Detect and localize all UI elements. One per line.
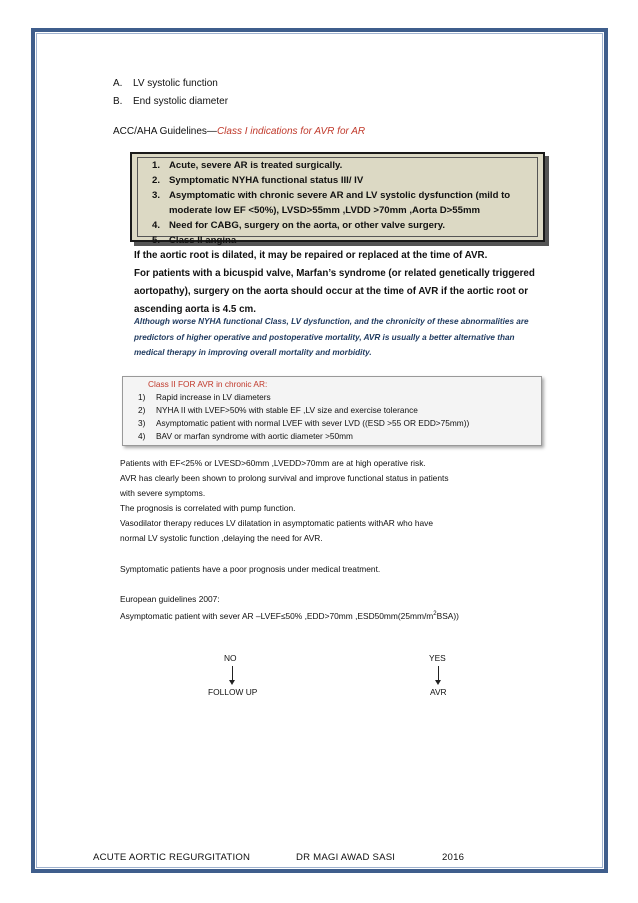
intro-letter-b: B. bbox=[113, 96, 123, 107]
flow-avr: AVR bbox=[430, 687, 447, 697]
euro-criteria-text: Asymptomatic patient with sever AR –LVEF≤50% ,EDD>70mm ,ESD50mm(25mm/m bbox=[120, 610, 434, 621]
class2-text: BAV or marfan syndrome with aortic diameter >50mm bbox=[156, 431, 353, 441]
vasodilator-line-2: normal LV systolic function ,delaying the need for AVR. bbox=[120, 533, 323, 543]
intro-item-b bbox=[113, 93, 229, 111]
footer-year: 2016 bbox=[442, 852, 465, 863]
class1-item bbox=[152, 173, 532, 188]
intro-text-a: LV systolic function bbox=[133, 78, 218, 89]
para-aortic-root: If the aortic root is dilated, it may be repaired or replaced at the time of AVR. bbox=[134, 250, 488, 261]
euro-title: European guidelines 2007: bbox=[120, 594, 220, 604]
class1-item bbox=[152, 188, 532, 218]
class1-list bbox=[152, 158, 532, 248]
class1-text: Symptomatic NYHA functional status III/ IV bbox=[169, 175, 364, 186]
class1-num: 3. bbox=[152, 190, 161, 201]
guidelines-heading-prefix: ACC/AHA Guidelines— bbox=[113, 126, 217, 137]
class1-text: Asymptomatic with chronic severe AR and LV systolic dysfunction (mild to moderate low EF <50%), LVSD>55mm ,LVDD >70mm ,Aorta D>55mm bbox=[169, 190, 511, 216]
footer-author: DR MAGI AWAD SASI bbox=[296, 852, 396, 863]
class2-list bbox=[123, 391, 541, 443]
symptomatic-line: Symptomatic patients have a poor prognosis under medical treatment. bbox=[120, 564, 381, 574]
risk-line: Patients with EF<25% or LVESD>60mm ,LVEDD>70mm are at high operative risk. bbox=[120, 458, 426, 468]
prognosis-line: The prognosis is correlated with pump function. bbox=[120, 503, 296, 513]
intro-text-b: End systolic diameter bbox=[133, 96, 229, 107]
flow-follow-up: FOLLOW UP bbox=[208, 687, 258, 697]
class1-num: 4. bbox=[152, 220, 161, 231]
flow-no-arrow-line bbox=[232, 666, 233, 680]
class2-num: 3) bbox=[138, 418, 146, 428]
class1-num: 5. bbox=[152, 235, 161, 246]
footer-title: ACUTE AORTIC REGURGITATION bbox=[93, 852, 251, 863]
para-italic: Although worse NYHA functional Class, LV dysfunction, and the chronicity of these abnormalities are predictors of higher operative and postoperative mortality, AVR is usually a better alternative than medical therapy in improving overall mortality and morbidity. bbox=[134, 317, 529, 357]
euro-criteria-text-end: BSA)) bbox=[436, 610, 459, 621]
flow-yes-arrow-line bbox=[438, 666, 439, 680]
class2-num: 1) bbox=[138, 392, 146, 402]
guidelines-heading-highlight: Class I indications for AVR for AR bbox=[216, 126, 366, 137]
class1-text: Need for CABG, surgery on the aorta, or other valve surgery. bbox=[169, 220, 445, 231]
guidelines-heading bbox=[113, 123, 365, 141]
class2-text: Rapid increase in LV diameters bbox=[156, 392, 271, 402]
class1-item bbox=[152, 218, 532, 233]
class1-num: 1. bbox=[152, 160, 161, 171]
class1-text: Class II angina bbox=[169, 235, 237, 246]
class2-item bbox=[123, 391, 541, 404]
class2-title: Class II FOR AVR in chronic AR: bbox=[148, 379, 268, 389]
class2-item bbox=[123, 417, 541, 430]
avr-line-1: AVR has clearly been shown to prolong survival and improve functional status in patients bbox=[120, 473, 449, 483]
euro-criteria bbox=[120, 607, 459, 624]
class2-box bbox=[122, 376, 542, 446]
class1-num: 2. bbox=[152, 175, 161, 186]
class2-num: 4) bbox=[138, 431, 146, 441]
class1-text: Acute, severe AR is treated surgically. bbox=[169, 160, 343, 171]
avr-line-2: with severe symptoms. bbox=[120, 488, 206, 498]
euro-criteria-sup: 2 bbox=[433, 611, 437, 617]
class2-item bbox=[123, 404, 541, 417]
class1-item bbox=[152, 233, 532, 248]
flow-no: NO bbox=[224, 653, 237, 663]
intro-item-a bbox=[113, 75, 218, 93]
flow-yes: YES bbox=[429, 653, 446, 663]
class2-num: 2) bbox=[138, 405, 146, 415]
class1-item bbox=[152, 158, 532, 173]
class2-text: Asymptomatic patient with normal LVEF with sever LVD ((ESD >55 OR EDD>75mm)) bbox=[156, 418, 470, 428]
intro-letter-a: A. bbox=[113, 78, 123, 89]
class2-text: NYHA II with LVEF>50% with stable EF ,LV size and exercise tolerance bbox=[156, 405, 418, 415]
vasodilator-line-1: Vasodilator therapy reduces LV dilatation in asymptomatic patients withAR who have bbox=[120, 518, 433, 528]
class2-item bbox=[123, 430, 541, 443]
para-bicuspid: For patients with a bicuspid valve, Marfan’s syndrome (or related genetically triggered aortopathy), surgery on the aorta should occur at the time of AVR if the aortic root or ascending aorta is 4.5 cm. bbox=[134, 268, 535, 315]
class1-box bbox=[130, 152, 545, 246]
